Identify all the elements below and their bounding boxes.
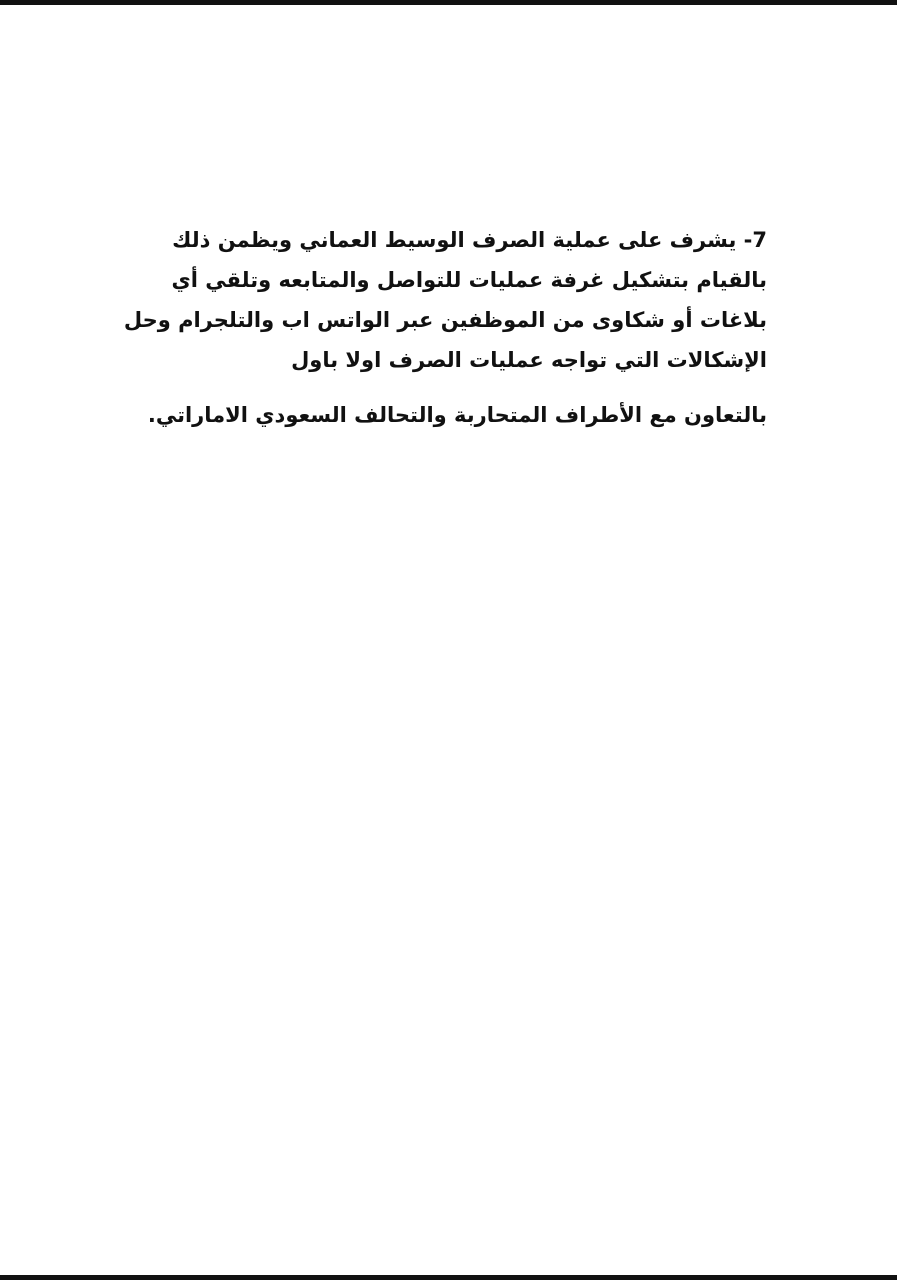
- document-paragraph: [123, 220, 767, 435]
- paragraph-line-3: بلاغات أو شكاوى من الموظفين عبر الواتس اب والتلجرام وحل: [123, 308, 767, 332]
- paragraph-line-2: بالقيام بتشكيل غرفة عمليات للتواصل والمتابعه وتلقي أي: [171, 268, 767, 292]
- top-border-line: [0, 0, 897, 5]
- paragraph-line-4: الإشكالات التي تواجه عمليات الصرف اولا باول: [291, 348, 767, 372]
- paragraph-line-1: 7- يشرف على عملية الصرف الوسيط العماني ويظمن ذلك: [172, 228, 767, 252]
- bottom-border-line: [0, 1275, 897, 1280]
- closing-line: بالتعاون مع الأطراف المتحاربة والتحالف السعودي الاماراتي.: [147, 403, 767, 427]
